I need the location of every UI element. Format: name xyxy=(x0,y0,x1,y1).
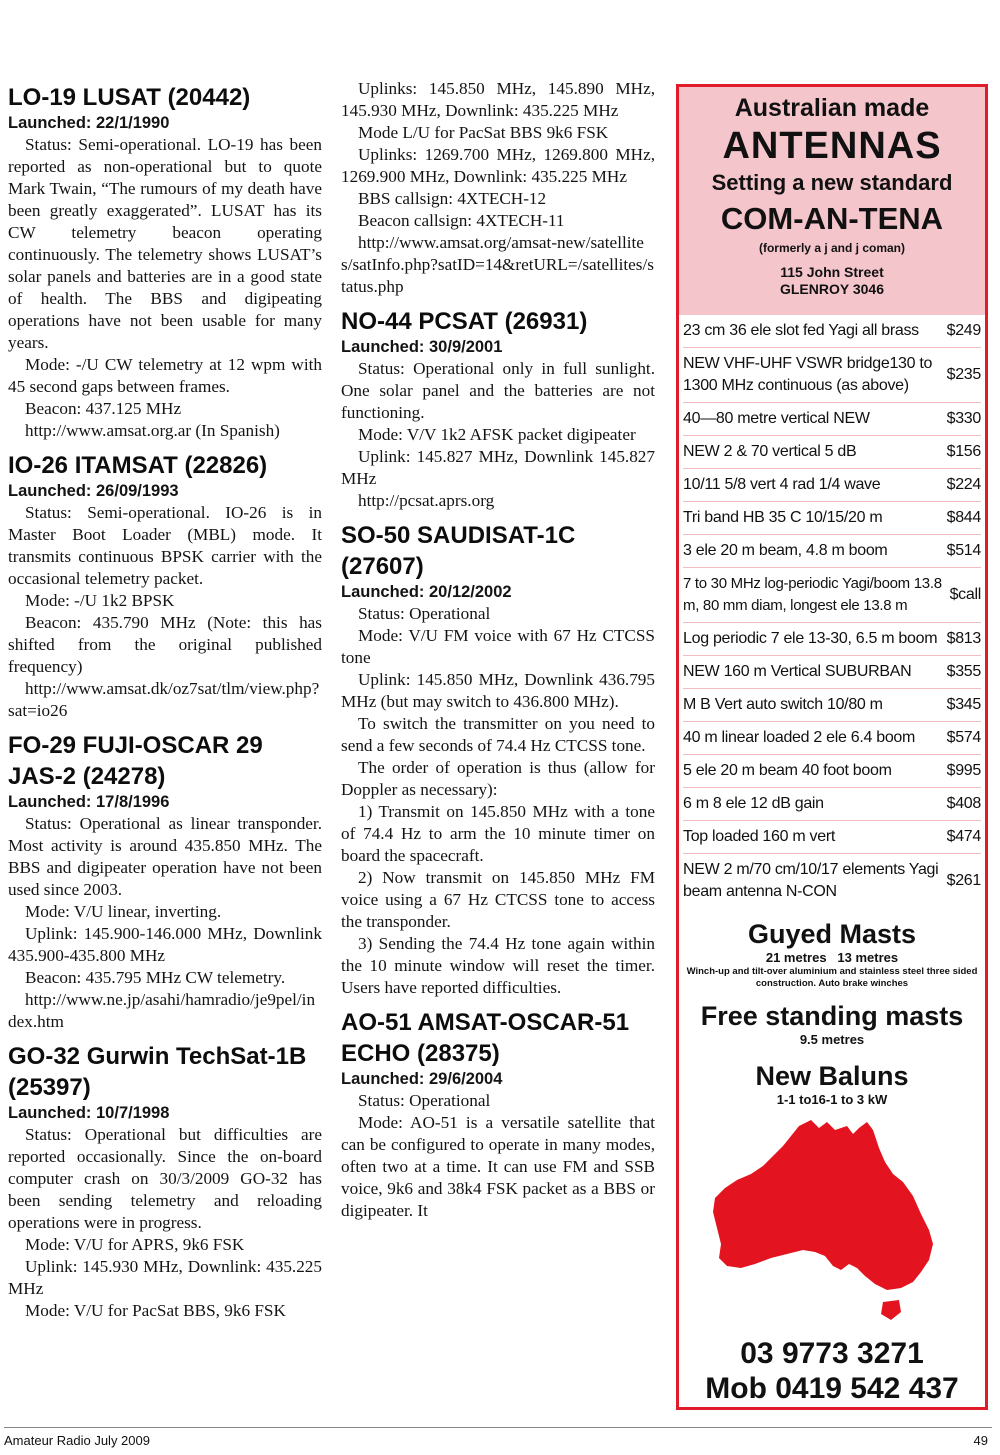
fo29-beacon: Beacon: 435.795 MHz CW telemetry. xyxy=(25,968,286,987)
fo29-launched: Launched: 17/8/1996 xyxy=(8,793,170,811)
price-item xyxy=(683,854,981,908)
item-desc: M B Vert auto switch 10/80 m xyxy=(683,696,883,713)
item-price: $844 xyxy=(946,509,981,526)
ad-suburb: GLENROY 3046 xyxy=(779,281,884,297)
go32-link[interactable]: http://www.amsat.org/amsat-new/satellites/satInfo.php?satID=14&retURL=/satellites/status.php xyxy=(341,233,654,296)
io26-beacon: Beacon: 435.790 MHz (Note: this has shifted from the original published frequency) xyxy=(8,613,322,676)
no44-launched: Launched: 30/9/2001 xyxy=(341,338,503,356)
fo29-mode: Mode: V/U linear, inverting. xyxy=(25,902,222,921)
ad-street: 115 John Street xyxy=(780,264,884,280)
item-price: $813 xyxy=(946,630,981,647)
no44-title: NO-44 PCSAT (26931) xyxy=(341,308,588,335)
so50-step-1: 1) Transmit on 145.850 MHz with a tone of 74.4 Hz to arm the 10 minute timer on board the spacecraft. xyxy=(341,802,655,865)
io26-launched: Launched: 26/09/1993 xyxy=(8,482,179,500)
item-desc: 6 m 8 ele 12 dB gain xyxy=(683,795,824,812)
no44-mode: Mode: V/V 1k2 AFSK packet digipeater xyxy=(358,425,636,444)
so50-title: SO-50 SAUDISAT-1C (27607) xyxy=(341,522,576,580)
ao51-mode: Mode: AO-51 is a versatile satellite that can be configured to operate in many modes, often two at a time. It can use FM and SSB voice, 9k6 and 38k4 FSK packet as a BBS or digipeater. It xyxy=(341,1113,655,1220)
item-desc: Tri band HB 35 C 10/15/20 m xyxy=(683,509,883,526)
ao51-launched: Launched: 29/6/2004 xyxy=(341,1070,503,1088)
ad-headline: ANTENNAS xyxy=(722,125,942,167)
item-desc: Log periodic 7 ele 13-30, 6.5 m boom xyxy=(683,630,938,647)
ao51-status: Status: Operational xyxy=(358,1091,491,1110)
price-item xyxy=(683,788,981,821)
price-item xyxy=(683,315,981,348)
lo19-link[interactable]: http://www.amsat.org.ar (In Spanish) xyxy=(25,421,280,440)
so50-order: The order of operation is thus (allow for Doppler as necessary): xyxy=(341,758,655,799)
item-price: $330 xyxy=(946,410,981,427)
io26-link[interactable]: http://www.amsat.dk/oz7sat/tlm/view.php?sat=io26 xyxy=(8,679,320,720)
ad-subheadline: Setting a new standard xyxy=(711,170,953,195)
price-item xyxy=(683,623,981,656)
io26-title: IO-26 ITAMSAT (22826) xyxy=(8,452,268,479)
go32-beacon-callsign: Beacon callsign: 4XTECH-11 xyxy=(358,211,565,230)
fo29-title: FO-29 FUJI-OSCAR 29 JAS-2 (24278) xyxy=(8,732,263,790)
go32-mode-aprs: Mode: V/U for APRS, 9k6 FSK xyxy=(25,1235,245,1254)
item-price: $224 xyxy=(946,476,981,493)
go32-uplink: Uplink: 145.930 MHz, Downlink: 435.225 MHz xyxy=(8,1257,322,1298)
fo29-link[interactable]: http://www.ne.jp/asahi/hamradio/je9pel/index.htm xyxy=(8,990,316,1031)
item-price: $514 xyxy=(946,542,981,559)
so50-uplink: Uplink: 145.850 MHz, Downlink 436.795 MHz (but may switch to 436.800 MHz). xyxy=(341,670,655,711)
lo19-mode: Mode: -/U CW telemetry at 12 wpm with 45 second gaps between frames. xyxy=(8,355,322,396)
item-price: $408 xyxy=(946,795,981,812)
lo19-launched: Launched: 22/1/1990 xyxy=(8,114,170,132)
footer-rule xyxy=(4,1427,992,1428)
item-desc: NEW VHF-UHF VSWR bridge130 to 1300 MHz continuous (as above) xyxy=(683,355,933,394)
so50-launched: Launched: 20/12/2002 xyxy=(341,583,512,601)
item-price: $355 xyxy=(946,663,981,680)
price-item xyxy=(683,348,981,403)
go32-uplinks-l: Uplinks: 1269.700 MHz, 1269.800 MHz, 1269.900 MHz, Downlink: 435.225 MHz xyxy=(341,145,655,186)
price-item xyxy=(683,403,981,436)
item-price: $call xyxy=(949,586,981,603)
no44-uplink: Uplink: 145.827 MHz, Downlink 145.827 MHz xyxy=(341,447,655,488)
so50-mode: Mode: V/U FM voice with 67 Hz CTCSS tone xyxy=(341,626,655,667)
footer-publication: Amateur Radio July 2009 xyxy=(4,1433,150,1448)
fo29-uplink: Uplink: 145.900-146.000 MHz, Downlink 435.900-435.800 MHz xyxy=(8,924,322,965)
item-price: $156 xyxy=(946,443,981,460)
item-desc: NEW 160 m Vertical SUBURBAN xyxy=(683,663,912,680)
go32-mode-lu: Mode L/U for PacSat BBS 9k6 FSK xyxy=(358,123,609,142)
price-item xyxy=(683,821,981,854)
item-price: $474 xyxy=(946,828,981,845)
free-standing-title: Free standing masts xyxy=(700,1001,964,1031)
go32-uplinks-cont: Uplinks: 145.850 MHz, 145.890 MHz, 145.930 MHz, Downlink: 435.225 MHz xyxy=(341,79,655,120)
item-price: $345 xyxy=(946,696,981,713)
phone-number[interactable]: 03 9773 3271 xyxy=(740,1337,924,1370)
ao51-title: AO-51 AMSAT-OSCAR-51 ECHO (28375) xyxy=(341,1009,630,1067)
item-price: $249 xyxy=(946,322,981,339)
item-desc: NEW 2 m/70 cm/10/17 elements Yagi beam antenna N-CON xyxy=(683,861,939,900)
mobile-number[interactable]: Mob 0419 542 437 xyxy=(705,1372,959,1405)
price-item xyxy=(683,436,981,469)
price-item xyxy=(683,755,981,788)
lo19-status: Status: Semi-operational. LO-19 has been reported as non-operational but to quote Mark Twain, “The rumours of my death have been greatly exaggerated”. LUSAT has its CW telemetry beacon operating continuously. The telemetry shows LUSAT’s solar panels and batteries are in a good state of health. The BBS and digipeating operations have not been usable for many years. xyxy=(8,135,322,352)
baluns-rating: 1-1 to16-1 to 3 kW xyxy=(776,1092,888,1107)
price-item xyxy=(683,469,981,502)
ad-company: COM-AN-TENA xyxy=(720,201,944,236)
go32-bbs-callsign: BBS callsign: 4XTECH-12 xyxy=(358,189,547,208)
guyed-masts-title: Guyed Masts xyxy=(747,919,917,949)
australia-map-icon xyxy=(707,1118,957,1328)
price-item xyxy=(683,689,981,722)
go32-launched: Launched: 10/7/1998 xyxy=(8,1104,170,1122)
item-price: $261 xyxy=(946,872,981,889)
price-item xyxy=(683,722,981,755)
item-price: $235 xyxy=(946,366,981,383)
price-item xyxy=(683,568,981,623)
guyed-masts-note: Winch-up and tilt-over aluminium and stainless steel three sided construction. Auto brake winches xyxy=(686,966,978,989)
baluns-title: New Baluns xyxy=(755,1061,909,1091)
io26-mode: Mode: -/U 1k2 BPSK xyxy=(25,591,175,610)
lo19-beacon: Beacon: 437.125 MHz xyxy=(25,399,182,418)
no44-status: Status: Operational only in full sunlight. One solar panel and the batteries are not functioning. xyxy=(341,359,655,422)
footer-page-number: 49 xyxy=(973,1433,988,1448)
so50-step-2: 2) Now transmit on 145.850 MHz FM voice using a 67 Hz CTCSS tone to access the transponder. xyxy=(341,868,655,931)
item-desc: 5 ele 20 m beam 40 foot boom xyxy=(683,762,892,779)
so50-step-3: 3) Sending the 74.4 Hz tone again within the 10 minute window will reset the timer. Users have reported difficulties. xyxy=(341,934,655,997)
so50-switch: To switch the transmitter on you need to send a few seconds of 74.4 Hz CTCSS tone. xyxy=(341,714,655,755)
price-item xyxy=(683,502,981,535)
column-1 xyxy=(8,78,322,1322)
item-desc: 10/11 5/8 vert 4 rad 1/4 wave xyxy=(683,476,881,493)
go32-title: GO-32 Gurwin TechSat-1B (25397) xyxy=(8,1043,307,1101)
antenna-advertisement xyxy=(676,84,988,1410)
go32-mode-pacsat: Mode: V/U for PacSat BBS, 9k6 FSK xyxy=(25,1301,286,1320)
item-desc: NEW 2 & 70 vertical 5 dB xyxy=(683,443,857,460)
guyed-masts-section xyxy=(679,918,985,990)
column-2 xyxy=(341,78,655,1222)
no44-link[interactable]: http://pcsat.aprs.org xyxy=(358,491,495,510)
fo29-status: Status: Operational as linear transponder. Most activity is around 435.850 MHz. The BBS and digipeater operation have not been used since 2003. xyxy=(8,814,322,899)
price-item xyxy=(683,535,981,568)
item-desc: 23 cm 36 ele slot fed Yagi all brass xyxy=(683,322,919,339)
item-desc: Top loaded 160 m vert xyxy=(683,828,836,845)
ad-tagline: Australian made xyxy=(734,94,930,122)
free-standing-height: 9.5 metres xyxy=(799,1032,865,1047)
lo19-title: LO-19 LUSAT (20442) xyxy=(8,84,251,111)
go32-status: Status: Operational but difficulties are reported occasionally. Since the on-board computer crash on 30/3/2009 GO-32 has been sending telemetry and reloading operations were in progress. xyxy=(8,1125,322,1232)
item-desc: 40—80 metre vertical NEW xyxy=(683,410,870,427)
item-desc: 3 ele 20 m beam, 4.8 m boom xyxy=(683,542,888,559)
ad-header xyxy=(679,87,985,315)
baluns-section xyxy=(679,1060,985,1108)
so50-status: Status: Operational xyxy=(358,604,491,623)
free-standing-section xyxy=(679,1000,985,1048)
price-list xyxy=(679,315,985,908)
item-price: $574 xyxy=(946,729,981,746)
io26-status: Status: Semi-operational. IO-26 is in Master Boot Loader (MBL) mode. It transmits continuous BPSK carrier with the occasional telemetry packet. xyxy=(8,503,322,588)
guyed-masts-sizes: 21 metres 13 metres xyxy=(765,950,899,965)
item-desc: 7 to 30 MHz log-periodic Yagi/boom 13.8 m, 80 mm diam, longest ele 13.8 m xyxy=(683,575,942,614)
price-item xyxy=(683,656,981,689)
item-desc: 40 m linear loaded 2 ele 6.4 boom xyxy=(683,729,916,746)
item-price: $995 xyxy=(946,762,981,779)
ad-formerly: (formerly a j and j coman) xyxy=(758,241,906,255)
